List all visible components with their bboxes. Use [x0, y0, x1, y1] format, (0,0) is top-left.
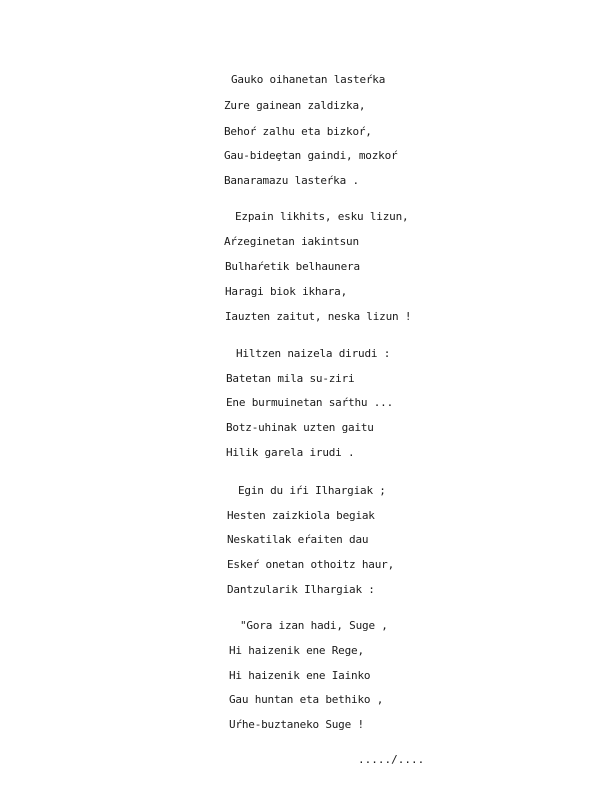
poem-line: Haragi biok ikhara,: [225, 285, 348, 298]
poem-line: Batetan mila su-ziri: [226, 372, 355, 385]
poem-line: Botz-uhinak uzten gaitu: [226, 421, 374, 434]
poem-line: Hilik garela irudi .: [226, 446, 355, 459]
poem-line: Gau-bideȩtan gaindi, mozkoŕ: [224, 149, 398, 162]
poem-line: Bulhaŕetik belhaunera: [225, 260, 360, 273]
poem-line: Ezpain likhits, esku lizun,: [235, 210, 409, 223]
poem-line: Hiltzen naizela dirudi :: [236, 347, 391, 360]
poem-line: Eskeŕ onetan othoitz haur,: [227, 558, 394, 571]
poem-line: Neskatilak eŕaiten dau: [227, 533, 369, 546]
poem-line: Banaramazu lasteŕka .: [224, 174, 359, 187]
poem-line: Ene burmuinetan saŕthu ...: [226, 396, 393, 409]
poem-line: Uŕhe-buztaneko Suge !: [229, 718, 364, 731]
poem-line: Zure gainean zaldizka,: [224, 99, 366, 112]
poem-line: "Gora izan hadi, Suge ,: [240, 619, 388, 632]
poem-line: Aŕzeginetan iakintsun: [224, 235, 359, 248]
page-continuation-mark: ...../....: [358, 753, 425, 766]
poem-line: Behoŕ zalhu eta bizkoŕ,: [224, 125, 372, 138]
poem-line: Gauko oihanetan lasteŕka: [231, 73, 386, 86]
poem-line: Dantzularik Ilhargiak :: [227, 583, 375, 596]
poem-line: Hesten zaizkiola begiak: [227, 509, 375, 522]
poem-line: Gau huntan eta bethiko ,: [229, 693, 384, 706]
poem-line: Hi haizenik ene Iainko: [229, 669, 371, 682]
poem-line: Egin du iŕi Ilhargiak ;: [238, 484, 386, 497]
poem-line: Iauzten zaitut, neska lizun !: [225, 310, 412, 323]
poem-line: Hi haizenik ene Rege,: [229, 644, 364, 657]
